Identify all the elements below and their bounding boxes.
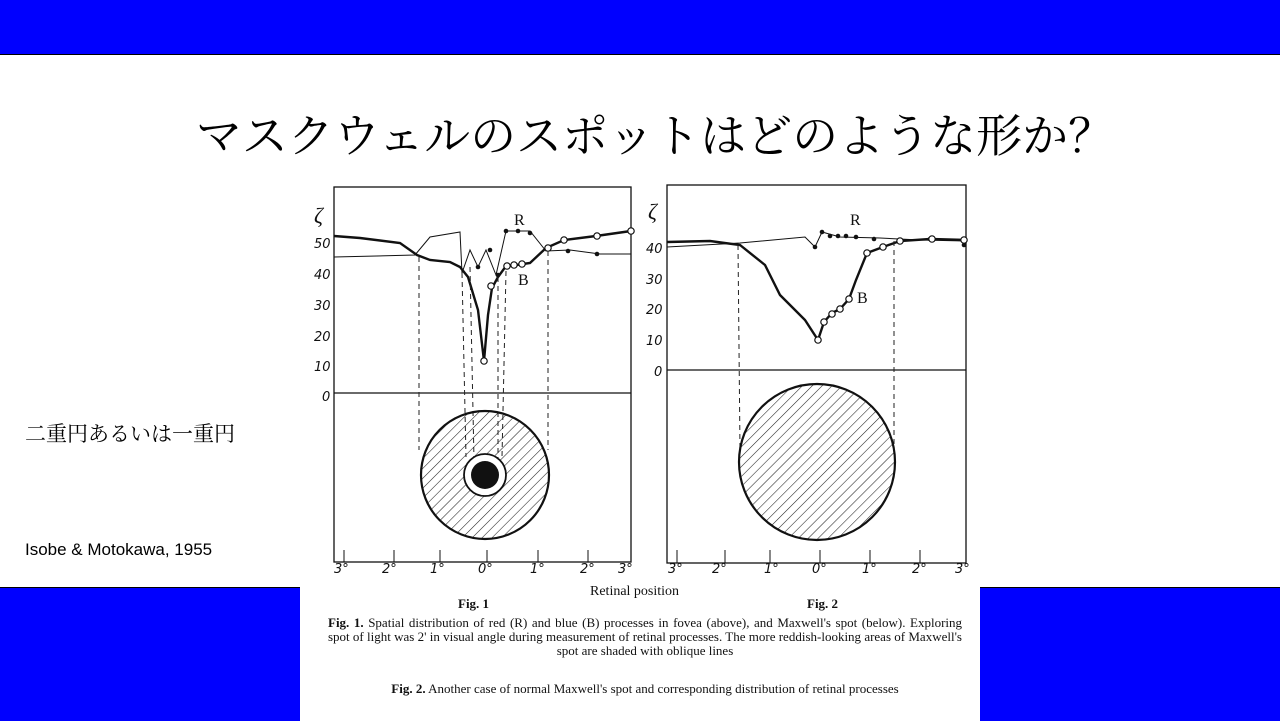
fig1-b-curve — [334, 231, 631, 361]
fig1-xtick: 1° — [430, 562, 445, 577]
fig1-ytick: 30 — [314, 299, 331, 314]
citation: Isobe & Motokawa, 1955 — [25, 540, 213, 559]
fig1-spot-core — [471, 461, 499, 489]
fig1-b-label: B — [518, 272, 529, 289]
fig2-xtick: 1° — [764, 562, 779, 577]
fig2-y-symbol: ζ — [648, 199, 657, 224]
fig1-xtick: 2° — [580, 562, 595, 577]
bottom-left-banner — [0, 587, 300, 721]
caption-fig2 — [328, 682, 962, 696]
fig2-ytick: 10 — [646, 334, 663, 349]
fig2-xtick: 3° — [955, 562, 970, 577]
fig1-xtick: 3° — [618, 562, 633, 577]
fig2-ytick: 0 — [654, 365, 663, 380]
fig2-xtick: 0° — [812, 562, 827, 577]
caption-fig2-text: Another case of normal Maxwell's spot and corresponding distribution of retinal processes — [428, 681, 899, 696]
fig2-ytick: 40 — [646, 242, 663, 257]
slide-title: マスクウェルのスポットはどのような形か？ — [195, 109, 1115, 163]
fig1-b-points — [481, 228, 634, 364]
bottom-right-banner — [980, 587, 1280, 721]
fig2-panel — [646, 185, 970, 611]
top-banner — [0, 0, 1280, 55]
fig1-ytick: 50 — [314, 237, 331, 252]
fig1-xtick: 0° — [478, 562, 493, 577]
fig1-panel — [314, 187, 634, 611]
fig1-ytick: 10 — [314, 360, 331, 375]
fig1-xtick: 2° — [382, 562, 397, 577]
fig2-ytick: 30 — [646, 273, 663, 288]
fig2-xtick: 2° — [712, 562, 727, 577]
caption-fig2-lead: Fig. 2. — [391, 681, 426, 696]
scanned-figure — [300, 175, 980, 720]
fig1-ytick: 20 — [314, 330, 331, 345]
fig2-label: Fig. 2 — [807, 596, 839, 611]
fig2-xtick: 1° — [862, 562, 877, 577]
fig1-label: Fig. 1 — [458, 596, 490, 611]
caption-fig1-lead: Fig. 1. — [328, 615, 364, 630]
fig1-r-label: R — [514, 212, 525, 229]
fig1-ytick: 40 — [314, 268, 331, 283]
caption-fig1 — [328, 616, 962, 658]
slide-note: 二重円あるいは一重円 — [25, 422, 235, 446]
fig2-xtick: 3° — [668, 562, 683, 577]
fig1-ytick: 0 — [322, 390, 331, 405]
fig1-xtick: 3° — [334, 562, 349, 577]
fig2-r-label: R — [850, 212, 861, 229]
fig1-y-symbol: ζ — [314, 203, 323, 228]
fig2-b-points — [815, 236, 967, 343]
fig2-ytick: 20 — [646, 303, 663, 318]
fig2-b-label: B — [857, 290, 868, 307]
fig2-xtick: 2° — [912, 562, 927, 577]
fig2-b-curve — [667, 239, 966, 340]
x-axis-label: Retinal position — [590, 584, 680, 599]
fig2-spot — [739, 384, 895, 540]
caption-fig1-text: Spatial distribution of red (R) and blue (B) processes in fovea (above), and Maxwell's spot (below). Exploring spot of light was 2' in visual angle during measurement of retinal processes. The more reddish-looking areas of Maxwell's spot are shaded with oblique lines — [328, 615, 963, 658]
fig1-xtick: 1° — [530, 562, 545, 577]
